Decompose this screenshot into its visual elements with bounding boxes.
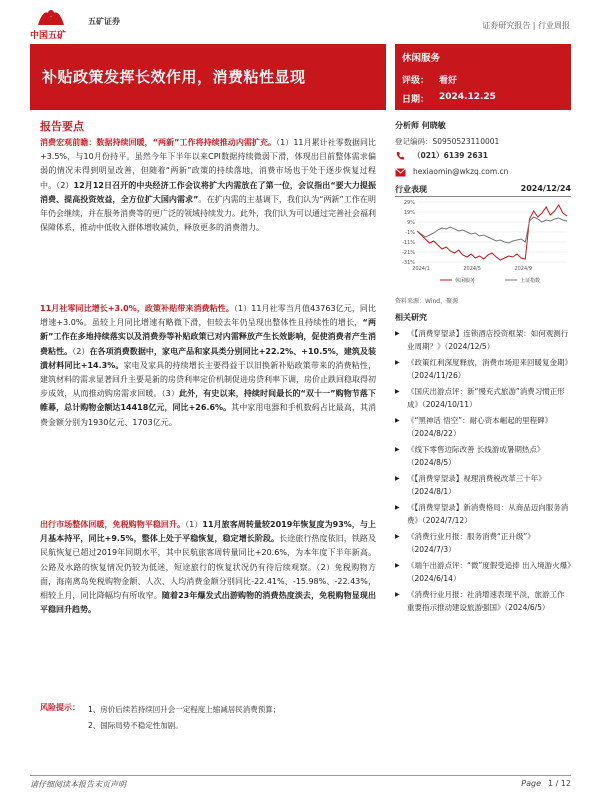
paragraph-bold: 随着23年爆发式出游购物的消费热度淡去，免税购物显现出平稳回升趋势。 [40, 591, 376, 615]
legend-label: 上证指数 [520, 278, 541, 284]
y-tick-label: 29% [403, 200, 415, 206]
sector-name: 休闲服务 [402, 53, 441, 64]
paragraph-text: （1） [185, 520, 203, 529]
paragraph-bold: 11月旅客周转量较2019年恢复度为93%，与上月基本持平，同比+9.5%，整体上处于平稳恢复，稳定增长阶段。 [40, 520, 377, 544]
rating-value: 看好 [439, 76, 458, 86]
y-tick-label: -31% [402, 260, 415, 266]
page-footer [30, 775, 571, 789]
logo-text: 中国五矿 [30, 31, 67, 41]
paragraph-consumption-outlook [40, 136, 376, 235]
bullet-icon: ▶ [395, 475, 400, 482]
related-research-list [395, 328, 571, 618]
paragraph-text: 其中家用电器和手机数码占比最高，其消费金额分别为1930亿元、1703亿元。 [40, 403, 376, 427]
bullet-icon: ▶ [395, 446, 400, 453]
page-number: 1 / 12 [547, 779, 571, 788]
related-research-item[interactable] [395, 444, 571, 469]
paragraph-text: 家电及家具的持续增长主要得益于以旧换新补贴政策带来的消费粘性，建筑材料的需求显著回升主要是新的房贷利率定价机制促进房贷利率下调，房价止跌回稳取得初步成效，从而推动购房需求回暖。（3） [40, 360, 376, 399]
series-line-2 [417, 217, 567, 243]
y-tick-label: -11% [402, 240, 415, 246]
title-banner [30, 44, 386, 110]
industry-performance-chart [395, 200, 571, 292]
risk-label: 风险提示： [40, 703, 80, 712]
related-research-text: 《国庆出游点评：新“慢充式旅游”消费习惯正形成》（2024/10/11） [407, 387, 565, 409]
paragraph-text: （2） [72, 346, 90, 356]
bullet-icon: ▶ [395, 504, 400, 511]
bullet-icon: ▶ [395, 417, 400, 424]
related-research-item[interactable] [395, 531, 571, 556]
related-heading: 相关研究 [395, 313, 427, 322]
paragraph-lead: 出行市场整体回暖，免税购物平稳回升。 [40, 520, 186, 529]
document-type: 证券研究报告 | 行业周报 [482, 21, 570, 30]
footer-disclaimer: 请仔细阅读本报告末页声明 [30, 780, 126, 789]
y-tick-label: 9% [407, 220, 415, 226]
legend-label: 休闲服务 [455, 278, 476, 284]
paragraph-bold: 此外，有史以来，持续时间最长的“双十一”购物节落下帷幕，总计购物金额达14418亿元，同比+26.6%。 [40, 389, 377, 413]
paragraph-text: 。在扩内需的主基调下，我们认为“两新”工作在明年仍会继续，并在服务消费等的更广泛的领域持续发力。此外，我们认为可以通过完善社会福利保障体系，推动中低收入群体增收减负，释放更多的消费潜力。 [40, 194, 376, 233]
paragraph-bold: 在各项消费数据中，家电产品和家具类分别同比+22.2%、+10.5%，建筑及装潢材料同比+14.3%。 [40, 346, 376, 370]
paragraph-retail-sales [40, 302, 376, 430]
related-research-item[interactable] [395, 473, 571, 498]
y-tick-label: -21% [402, 250, 415, 256]
x-tick-label: 2024/9 [514, 266, 533, 272]
related-research-item[interactable] [395, 357, 571, 382]
risk-list [88, 702, 280, 734]
paragraph-lead: 11月社零同比增长+3.0%，政策补贴带来消费粘性。 [40, 304, 234, 313]
bullet-icon: ▶ [395, 359, 400, 366]
bullet-icon: ▶ [395, 388, 400, 395]
minmetals-logo-icon [36, 7, 66, 27]
analyst-heading: 分析师 何晓敏 [395, 121, 446, 130]
chart-source: 资料来源：Wind，聚源 [395, 298, 459, 305]
bullet-icon: ▶ [395, 562, 400, 569]
paragraph-text: 长途旅行热度依旧，铁路及民航恢复已超过2019年同期水平，其中民航旅客周转量同比+20.6%，为本年度下半年新高。公路及水路的恢复情况仍较为低迷，短途旅行的恢复状况仍有待后续观察。（2）免税购物方面，海南离岛免税购物金额、人次、人均消费金额分别同比-22.41%、-15.98%、-22.43%，相较上月，同比降幅均有所收窄。 [40, 534, 377, 601]
related-research-text: 《【消费穿望录】视理消费税改革三十年》（2024/8/1） [407, 474, 546, 496]
date-value: 2024.12.25 [439, 92, 496, 102]
paragraph-bold: “两新”工作在多地持续落实以及消费券等补贴政策已对内需释放产生长效影响，促使消费者产生消费粘性。 [40, 318, 376, 356]
date-label: 日期： [402, 95, 430, 105]
email-icon [395, 168, 406, 177]
phone-icon [395, 151, 405, 161]
brand-name: 五矿证券 [88, 17, 120, 26]
related-research-text: 《消费行业月报：社消增速表现平淡，旅游工作重要指示推动建设旅游强国》（2024/6/5） [407, 590, 565, 612]
paragraph-lead: 消费宏观前瞻：数据持续回暖，“两新”工作将持续推动内需扩充。 [40, 138, 277, 147]
x-tick-label: 2024/1 [412, 266, 430, 272]
paragraph-travel-market [40, 518, 376, 617]
related-research-text: 《端午出游点评：“微”度假受追捧 出入境游火爆》（2024/6/14） [407, 561, 571, 583]
related-research-item[interactable] [395, 328, 571, 353]
bullet-icon: ▶ [395, 330, 400, 337]
chart-title: 行业表现 [395, 185, 427, 194]
company-logo [30, 6, 170, 41]
related-research-item[interactable] [395, 386, 571, 411]
related-research-text: 《【消费穿望录】新消费格局：从商品迈向服务消费》（2024/7/12） [407, 503, 569, 525]
rating-box [395, 44, 571, 110]
y-tick-label: -1% [405, 230, 415, 236]
related-research-item[interactable] [395, 502, 571, 527]
chart-header [395, 184, 571, 197]
bullet-icon: ▶ [395, 533, 400, 540]
rating-label: 评级： [402, 76, 430, 86]
related-research-text: 《消费行业月报：服务消费“正升级”》（2024/7/3） [407, 532, 535, 554]
analyst-registration: 登记编码：S0950523110001 [395, 137, 500, 146]
page-label: Page [521, 779, 541, 788]
related-research-item[interactable] [395, 589, 571, 614]
y-tick-label: 19% [403, 210, 415, 216]
x-tick-label: 2024/5 [463, 266, 481, 272]
related-research-text: 《线下零售边际改善 长线游成暑期热点》（2024/8/5） [407, 445, 545, 467]
analyst-email-row [395, 167, 571, 179]
related-research-text: 《政策红利深度释放，消费市场迎来回暖复金期》（2024/11/26） [407, 358, 569, 380]
analyst-phone-row [395, 150, 571, 162]
section-title: 报告要点 [40, 120, 84, 133]
report-title: 补贴政策发挥长效作用，消费粘性显现 [42, 68, 306, 86]
paragraph-bold: 12月12日召开的中央经济工作会议将扩大内需放在了第一位，会议指出“要大力提振消费、提高投资效益，全方位扩大国内需求” [40, 180, 376, 204]
bullet-icon: ▶ [395, 591, 400, 598]
related-research-text: 《“黑神话 悟空”：耐心资本崛起的里程碑》（2024/8/22） [407, 416, 553, 438]
analyst-email[interactable]: hexiaomin@wkzq.com.cn [413, 167, 509, 176]
paragraph-text: （1）11月社零当月值43763亿元，同比增速+3.0%。虽较上月同比增速有略微下滑，但较去年仍呈现出整体性且持续性的增长， [40, 304, 376, 328]
analyst-phone: （021）6139 2631 [413, 151, 489, 160]
paragraph-text: （1）11月累计社零数据同比+3.5%，与10月份持平。虽然今年下半年以来CPI数据持续微弱下滑，体现出目前整体需求偏弱的情况未得到明显改善，但随着“两新”政策的持续落地，消费市场也于处于逐步恢复过程中。（2） [40, 138, 376, 190]
related-research-text: 《【消费穿望录】连锁酒店投资框架：如何观测行业周期？》（2024/12/5） [407, 329, 569, 351]
risk-item: 1、房价后续若持续回升会一定程度上缩减居民消费预算； [88, 705, 281, 714]
related-research-item[interactable] [395, 560, 571, 585]
chart-date: 2024/12/24 [520, 184, 571, 193]
risk-item: 2、国际局势不稳定性加剧。 [88, 721, 183, 730]
related-research-item[interactable] [395, 415, 571, 440]
